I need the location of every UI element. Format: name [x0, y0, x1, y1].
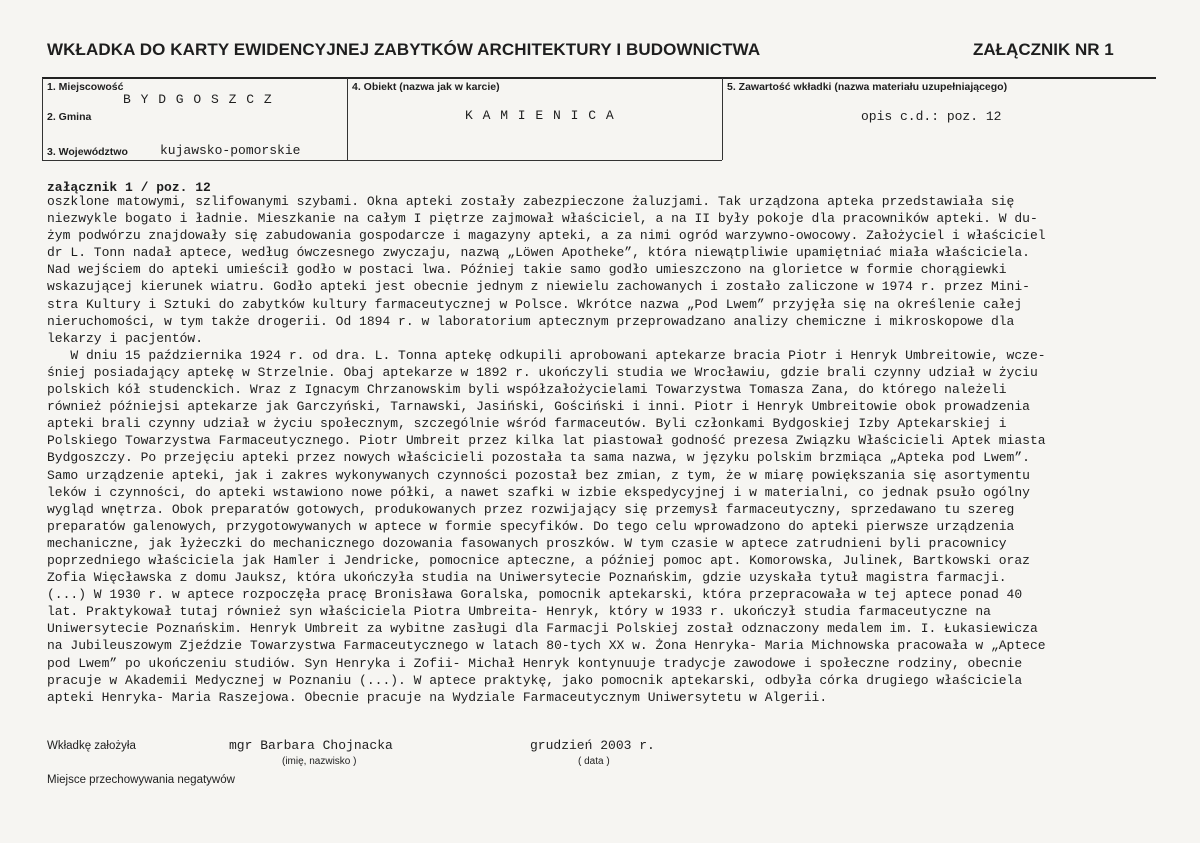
text-line: oszklone matowymi, szlifowanymi szybami. Okna apteki zostały zabezpieczone żaluzjami. Tak urządzona apteka przedstawiała się	[47, 194, 1015, 209]
contents-value: opis c.d.: poz. 12	[861, 109, 1002, 124]
top-rule	[42, 77, 1156, 79]
text-line: niezwykle bogato i ładnie. Mieszkanie na całym I piętrze zajmował właściciel, a na II były pokoje dla pracowników apteki. W du-	[47, 211, 1038, 227]
text-line: śniej posiadający aptekę w Strzelnie. Obaj aptekarze w 1892 r. ukończyli studia we Wrocławiu, gdzie brali czynny udział w życiu	[47, 364, 1038, 380]
description-text	[47, 193, 1157, 706]
date-value: grudzień 2003 r.	[530, 738, 655, 753]
text-line: pod Lwem” po ukończeniu studiów. Syn Henryka i Zofii- Michał Henryk kontynuuje tradycje zawodowe i społeczne rodziny, obecnie	[47, 655, 1023, 671]
column-divider-1	[347, 78, 348, 160]
annex-number: ZAŁĄCZNIK NR 1	[973, 40, 1114, 59]
text-line: wygląd wnętrza. Obok preparatów gotowych, produkowanych przez rozwijający się przemysł farmaceutyczny, sprzedawano tu szereg	[47, 501, 1015, 517]
text-line: poprzedniego właściciela jak Hamler i Jendricke, pomocnice apteczne, a później pomoc apt. Komorowska, Julinek, Bartkowski oraz	[47, 552, 1030, 568]
prepared-by-label: Wkładkę założyła	[47, 740, 136, 752]
text-line: apteki brali czynny udział w życiu społecznym, szczególnie wśród farmaceutów. Byli członkami Bydgoskiej Izby Aptekarskiej i	[47, 416, 1007, 432]
author-name: mgr Barbara Chojnacka	[229, 738, 393, 753]
text-line: W dniu 15 października 1924 r. od dra. L. Tonna aptekę odkupili aprobowani aptekarze bracia Piotr i Henryk Umbreitowie, wcze-	[47, 347, 1046, 363]
text-line: dr L. Tonn nadał aptece, według ówczesnego zwyczaju, nazwą „Löwen Apotheke”, która niewątpliwie upamiętniać miała właściciela.	[47, 245, 1030, 261]
text-line: stra Kultury i Sztuki do zabytków kultury farmaceutycznej w Polsce. Wkrótce nazwa „Pod Lwem” przyjęła się na określenie całej	[47, 296, 1023, 312]
text-line: Zofia Więcławska z domu Jauksz, która ukończyła studia na Uniwersytecie Poznańskim, gdzie uzyskała tytuł magistra farmacji.	[47, 570, 1007, 586]
text-line: Samo urządzenie apteki, jak i zakres wykonywanych czynności pozostał bez zmian, z tym, że w miarę powiększania się asortymentu	[47, 467, 1030, 483]
text-line: (...) W 1930 r. w aptece rozpoczęła pracę Bronisława Goralska, pomocnik aptekarski, która przepracowała w tej aptece ponad 40	[47, 587, 1023, 603]
text-line: nieruchomości, w tym także drogerii. Od 1894 r. w laboratorium aptecznym przeprowadzano analizy chemiczne i mikroskopowe dla	[47, 313, 1015, 329]
text-line: Nad wejściem do apteki umieścił godło w postaci lwa. Później takie samo godło umieszczono na glorietce w formie chorągiewki	[47, 262, 1007, 278]
column-divider-2	[722, 78, 723, 160]
contents-label: 5. Zawartość wkładki (nazwa materiału uzupełniającego)	[727, 81, 1008, 93]
object-value: K A M I E N I C A	[465, 108, 615, 123]
author-caption: (imię, nazwisko )	[282, 756, 357, 767]
date-caption: ( data )	[578, 756, 610, 767]
text-line: mechaniczne, jak łyżeczki do mechanicznego dozowania fasowanych proszków. W tym czasie w aptece zatrudnieni byli pracownicy	[47, 535, 1007, 551]
text-line: wskazującej kierunek wiatru. Godło apteki jest obecnie jednym z niewielu zachowanych i zostało zaliczone w 1974 r. przez Mini-	[47, 279, 1030, 295]
voivodeship-label: 3. Województwo	[47, 146, 128, 158]
voivodeship-value: kujawsko-pomorskie	[160, 143, 301, 158]
text-line: apteki Henryka- Maria Raszejowa. Obecnie pracuje na Wydziale Farmaceutycznym Uniwersytetu w Algerii.	[47, 689, 828, 705]
text-line: Bydgoszczy. Po przejęciu apteki przez nowych właścicieli pozostała ta sama nazwa, w języku polskim brzmiąca „Apteka pod Lwem”.	[47, 450, 1030, 466]
text-line: Uniwersytecie Poznańskim. Henryk Umbreit za wybitne zasługi dla Farmacji Polskiej został odznaczony medalem im. I. Łukasiewicza	[47, 621, 1038, 637]
text-line: lekarzy i pacjentów.	[47, 330, 204, 346]
text-line: preparatów galenowych, przygotowywanych w aptece w formie specyfików. Do tego celu wprowadzono do apteki pierwsze urządzenia	[47, 518, 1015, 534]
text-line: pracuje w Akademii Medycznej w Poznaniu (...). W aptece praktykę, jako pomocnik aptekarski, odbyła córka drugiego właściciela	[47, 672, 1023, 688]
form-bottom-rule	[42, 160, 722, 161]
text-line: na Jubileuszowym Zjeździe Towarzystwa Farmaceutycznego w latach 80-tych XX w. Żona Henryka- Maria Michnowska pracowała w „Aptece	[47, 638, 1046, 654]
commune-label: 2. Gmina	[47, 111, 92, 123]
locality-label: 1. Miejscowość	[47, 81, 124, 93]
object-label: 4. Obiekt (nazwa jak w karcie)	[352, 81, 500, 93]
text-line: żym podwórzu znajdowały się zabudowania gospodarcze i magazyny apteki, a za nimi ogród warzywno-owocowy. Założyciel i właściciel	[47, 228, 1046, 244]
text-line: leków i czynności, do apteki wstawiono nowe półki, a nawet szafki w izbie ekspedycyjnej i w materialni, co jednak psuło ogólny	[47, 484, 1030, 500]
annex-reference: załącznik 1 / poz. 12	[47, 180, 211, 195]
column-divider-left	[42, 78, 43, 160]
document-title: WKŁADKA DO KARTY EWIDENCYJNEJ ZABYTKÓW ARCHITEKTURY I BUDOWNICTWA	[47, 40, 761, 59]
text-line: polskich kół studenckich. Wraz z Ignacym Chrzanowskim byli współzałożycielami Towarzystwa Tomasza Zana, do którego należeli	[47, 382, 1007, 398]
text-line: również późniejsi aptekarze jak Garczyński, Tarnawski, Jasiński, Gościński i inni. Piotr i Henryk Umbreitowie obok prowadzenia	[47, 399, 1030, 415]
text-line: lat. Praktykował tutaj również syn właściciela Piotra Umbreita- Henryk, który w 1933 r. ukończył studia farmaceutyczne na	[47, 604, 991, 620]
negatives-location-label: Miejsce przechowywania negatywów	[47, 774, 235, 786]
locality-value: B Y D G O S Z C Z	[123, 92, 273, 107]
text-line: Polskiego Towarzystwa Farmaceutycznego. Piotr Umbreit przez kilka lat piastował godność prezesa Związku Właścicieli Aptek miasta	[47, 433, 1046, 449]
